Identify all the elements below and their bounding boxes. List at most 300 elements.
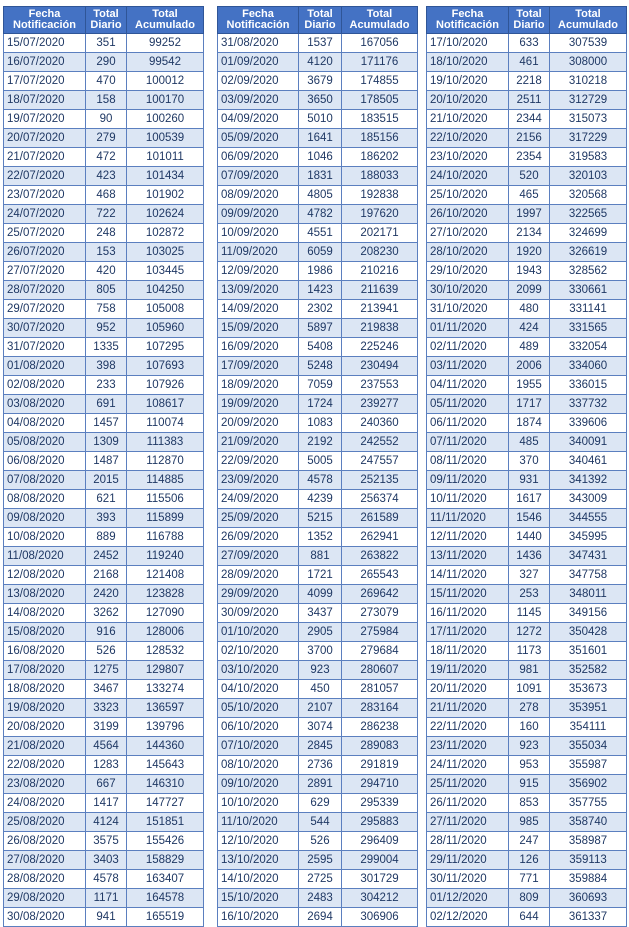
cell-total-acumulado: 356902	[550, 775, 627, 794]
cell-total-diario: 633	[509, 34, 550, 53]
table-row	[218, 300, 418, 319]
cell-fecha: 16/08/2020	[4, 642, 86, 661]
cell-total-diario: 370	[509, 452, 550, 471]
cell-total-acumulado: 110074	[127, 414, 204, 433]
cell-fecha: 18/08/2020	[4, 680, 86, 699]
table-row	[4, 775, 204, 794]
cell-total-acumulado: 107295	[127, 338, 204, 357]
cell-fecha: 14/10/2020	[218, 870, 299, 889]
cell-total-diario: 4124	[86, 813, 127, 832]
table-row	[427, 471, 627, 490]
cell-total-acumulado: 100170	[127, 91, 204, 110]
table-row	[4, 680, 204, 699]
cell-total-acumulado: 347431	[550, 547, 627, 566]
cell-total-diario: 1275	[86, 661, 127, 680]
cell-total-acumulado: 340091	[550, 433, 627, 452]
cell-total-diario: 916	[86, 623, 127, 642]
cell-fecha: 24/08/2020	[4, 794, 86, 813]
cell-fecha: 23/09/2020	[218, 471, 299, 490]
cell-total-acumulado: 144360	[127, 737, 204, 756]
table-row	[4, 129, 204, 148]
table-row	[427, 281, 627, 300]
cell-total-diario: 2511	[509, 91, 550, 110]
cell-total-diario: 1436	[509, 547, 550, 566]
table-row	[4, 34, 204, 53]
cell-fecha: 23/07/2020	[4, 186, 86, 205]
cell-fecha: 20/08/2020	[4, 718, 86, 737]
table-row	[4, 167, 204, 186]
cell-total-acumulado: 136597	[127, 699, 204, 718]
cell-total-acumulado: 358740	[550, 813, 627, 832]
cell-total-diario: 1724	[299, 395, 342, 414]
cell-fecha: 20/09/2020	[218, 414, 299, 433]
cell-total-acumulado: 101902	[127, 186, 204, 205]
cell-fecha: 02/12/2020	[427, 908, 509, 927]
cell-total-diario: 5215	[299, 509, 342, 528]
cell-total-diario: 1831	[299, 167, 342, 186]
table-row	[4, 262, 204, 281]
table-row	[218, 889, 418, 908]
cell-total-acumulado: 111383	[127, 433, 204, 452]
table-row	[4, 433, 204, 452]
cell-total-acumulado: 192838	[342, 186, 418, 205]
cell-total-diario: 691	[86, 395, 127, 414]
table-row	[218, 851, 418, 870]
cell-total-acumulado: 139796	[127, 718, 204, 737]
cell-fecha: 15/11/2020	[427, 585, 509, 604]
cell-total-diario: 2107	[299, 699, 342, 718]
cell-total-diario: 327	[509, 566, 550, 585]
cell-total-acumulado: 283164	[342, 699, 418, 718]
table-row	[427, 680, 627, 699]
cell-total-acumulado: 146310	[127, 775, 204, 794]
cell-total-diario: 6059	[299, 243, 342, 262]
cell-fecha: 14/08/2020	[4, 604, 86, 623]
cell-total-acumulado: 129807	[127, 661, 204, 680]
cell-total-acumulado: 242552	[342, 433, 418, 452]
cell-total-acumulado: 331565	[550, 319, 627, 338]
data-table-1	[3, 6, 204, 927]
cell-total-diario: 1417	[86, 794, 127, 813]
cell-total-acumulado: 349156	[550, 604, 627, 623]
cell-total-diario: 2344	[509, 110, 550, 129]
cell-total-acumulado: 301729	[342, 870, 418, 889]
table-row	[427, 205, 627, 224]
table-row	[218, 129, 418, 148]
cell-total-acumulado: 353673	[550, 680, 627, 699]
table-row	[4, 414, 204, 433]
cell-total-diario: 4564	[86, 737, 127, 756]
cell-total-diario: 90	[86, 110, 127, 129]
cell-total-diario: 644	[509, 908, 550, 927]
table-row	[4, 186, 204, 205]
cell-total-acumulado: 343009	[550, 490, 627, 509]
cell-fecha: 16/11/2020	[427, 604, 509, 623]
table-row	[218, 205, 418, 224]
table-row	[427, 756, 627, 775]
cell-total-diario: 1537	[299, 34, 342, 53]
cell-total-acumulado: 359884	[550, 870, 627, 889]
cell-fecha: 21/08/2020	[4, 737, 86, 756]
table-row	[427, 414, 627, 433]
cell-total-diario: 126	[509, 851, 550, 870]
cell-total-diario: 771	[509, 870, 550, 889]
cell-total-diario: 981	[509, 661, 550, 680]
cell-total-diario: 461	[509, 53, 550, 72]
cell-total-diario: 5897	[299, 319, 342, 338]
table-row	[427, 794, 627, 813]
cell-total-acumulado: 334060	[550, 357, 627, 376]
cell-total-diario: 941	[86, 908, 127, 927]
table-row	[4, 338, 204, 357]
cell-total-diario: 2845	[299, 737, 342, 756]
header-total-diario: Total Diario	[509, 7, 550, 34]
cell-fecha: 24/10/2020	[427, 167, 509, 186]
cell-fecha: 11/09/2020	[218, 243, 299, 262]
cell-total-diario: 1986	[299, 262, 342, 281]
cell-total-diario: 3467	[86, 680, 127, 699]
table-row	[427, 832, 627, 851]
cell-fecha: 31/10/2020	[427, 300, 509, 319]
cell-total-diario: 153	[86, 243, 127, 262]
cell-total-acumulado: 279684	[342, 642, 418, 661]
table-row	[427, 604, 627, 623]
cell-fecha: 18/10/2020	[427, 53, 509, 72]
cell-total-diario: 1173	[509, 642, 550, 661]
cell-fecha: 17/07/2020	[4, 72, 86, 91]
cell-fecha: 27/11/2020	[427, 813, 509, 832]
cell-total-diario: 1717	[509, 395, 550, 414]
cell-total-acumulado: 331141	[550, 300, 627, 319]
cell-total-acumulado: 225246	[342, 338, 418, 357]
cell-total-diario: 2192	[299, 433, 342, 452]
cell-total-diario: 1046	[299, 148, 342, 167]
cell-total-acumulado: 328562	[550, 262, 627, 281]
cell-fecha: 04/08/2020	[4, 414, 86, 433]
cell-total-diario: 544	[299, 813, 342, 832]
table-row	[427, 129, 627, 148]
cell-total-diario: 485	[509, 433, 550, 452]
cell-fecha: 30/07/2020	[4, 319, 86, 338]
cell-fecha: 09/10/2020	[218, 775, 299, 794]
cell-total-diario: 621	[86, 490, 127, 509]
cell-fecha: 24/09/2020	[218, 490, 299, 509]
cell-total-diario: 398	[86, 357, 127, 376]
cell-fecha: 13/09/2020	[218, 281, 299, 300]
cell-total-diario: 233	[86, 376, 127, 395]
table-row	[4, 718, 204, 737]
cell-total-diario: 423	[86, 167, 127, 186]
cell-total-diario: 3403	[86, 851, 127, 870]
table-row	[4, 224, 204, 243]
cell-total-diario: 3074	[299, 718, 342, 737]
cell-total-diario: 290	[86, 53, 127, 72]
table-row	[218, 72, 418, 91]
table-row	[427, 110, 627, 129]
table-row	[218, 737, 418, 756]
cell-total-diario: 4551	[299, 224, 342, 243]
cell-total-diario: 629	[299, 794, 342, 813]
cell-total-diario: 4805	[299, 186, 342, 205]
cell-total-diario: 420	[86, 262, 127, 281]
table-row	[218, 547, 418, 566]
table-row	[218, 34, 418, 53]
header-row	[4, 7, 204, 34]
cell-fecha: 19/11/2020	[427, 661, 509, 680]
cell-total-acumulado: 128532	[127, 642, 204, 661]
table-row	[4, 585, 204, 604]
cell-total-acumulado: 127090	[127, 604, 204, 623]
cell-total-diario: 472	[86, 148, 127, 167]
table-row	[218, 680, 418, 699]
cell-total-acumulado: 345995	[550, 528, 627, 547]
cell-total-diario: 758	[86, 300, 127, 319]
table-row	[427, 699, 627, 718]
cell-fecha: 18/09/2020	[218, 376, 299, 395]
cell-fecha: 27/09/2020	[218, 547, 299, 566]
table-row	[218, 908, 418, 927]
cell-fecha: 14/09/2020	[218, 300, 299, 319]
cell-total-diario: 1091	[509, 680, 550, 699]
cell-total-diario: 1440	[509, 528, 550, 547]
cell-fecha: 05/09/2020	[218, 129, 299, 148]
table-row	[218, 281, 418, 300]
cell-total-diario: 526	[299, 832, 342, 851]
cell-total-acumulado: 151851	[127, 813, 204, 832]
table-row	[427, 661, 627, 680]
cell-total-acumulado: 273079	[342, 604, 418, 623]
header-total-acumulado: Total Acumulado	[127, 7, 204, 34]
cell-total-diario: 2694	[299, 908, 342, 927]
cell-fecha: 15/07/2020	[4, 34, 86, 53]
cell-total-acumulado: 294710	[342, 775, 418, 794]
cell-fecha: 04/10/2020	[218, 680, 299, 699]
table-row	[4, 851, 204, 870]
cell-fecha: 06/11/2020	[427, 414, 509, 433]
table-row	[218, 718, 418, 737]
cell-total-acumulado: 312729	[550, 91, 627, 110]
table-row	[4, 661, 204, 680]
table-row	[427, 775, 627, 794]
table-row	[427, 889, 627, 908]
cell-total-diario: 2218	[509, 72, 550, 91]
cell-fecha: 21/11/2020	[427, 699, 509, 718]
table-row	[4, 566, 204, 585]
cell-fecha: 01/11/2020	[427, 319, 509, 338]
cell-total-acumulado: 269642	[342, 585, 418, 604]
cell-fecha: 09/09/2020	[218, 205, 299, 224]
table-row	[218, 813, 418, 832]
cell-total-diario: 2420	[86, 585, 127, 604]
cell-fecha: 12/10/2020	[218, 832, 299, 851]
cell-total-diario: 2725	[299, 870, 342, 889]
cell-total-diario: 520	[509, 167, 550, 186]
cell-fecha: 20/07/2020	[4, 129, 86, 148]
cell-total-diario: 2483	[299, 889, 342, 908]
cell-total-diario: 4099	[299, 585, 342, 604]
cell-total-acumulado: 348011	[550, 585, 627, 604]
table-row	[427, 53, 627, 72]
table-row	[218, 53, 418, 72]
cell-fecha: 10/11/2020	[427, 490, 509, 509]
cell-total-diario: 985	[509, 813, 550, 832]
cell-fecha: 22/08/2020	[4, 756, 86, 775]
cell-total-acumulado: 340461	[550, 452, 627, 471]
cell-total-acumulado: 299004	[342, 851, 418, 870]
cell-total-acumulado: 230494	[342, 357, 418, 376]
cell-total-acumulado: 280607	[342, 661, 418, 680]
cell-total-acumulado: 237553	[342, 376, 418, 395]
cell-total-acumulado: 275984	[342, 623, 418, 642]
cell-total-acumulado: 158829	[127, 851, 204, 870]
cell-total-acumulado: 308000	[550, 53, 627, 72]
cell-fecha: 16/09/2020	[218, 338, 299, 357]
cell-total-acumulado: 219838	[342, 319, 418, 338]
cell-fecha: 08/08/2020	[4, 490, 86, 509]
table-row	[4, 889, 204, 908]
header-row	[218, 7, 418, 34]
cell-total-acumulado: 123828	[127, 585, 204, 604]
cell-total-diario: 1874	[509, 414, 550, 433]
cell-total-acumulado: 351601	[550, 642, 627, 661]
cell-total-acumulado: 100012	[127, 72, 204, 91]
table-row	[4, 794, 204, 813]
cell-total-diario: 2099	[509, 281, 550, 300]
cell-total-acumulado: 107926	[127, 376, 204, 395]
cell-total-diario: 247	[509, 832, 550, 851]
cell-total-acumulado: 101011	[127, 148, 204, 167]
cell-fecha: 04/11/2020	[427, 376, 509, 395]
cell-total-acumulado: 295883	[342, 813, 418, 832]
cell-total-diario: 3575	[86, 832, 127, 851]
cell-total-diario: 4578	[299, 471, 342, 490]
cell-fecha: 02/08/2020	[4, 376, 86, 395]
table-row	[218, 452, 418, 471]
data-table-2	[217, 6, 418, 927]
cell-total-diario: 2891	[299, 775, 342, 794]
cell-total-diario: 809	[509, 889, 550, 908]
cell-total-acumulado: 100260	[127, 110, 204, 129]
cell-total-acumulado: 358987	[550, 832, 627, 851]
table-row	[4, 376, 204, 395]
cell-total-diario: 2354	[509, 148, 550, 167]
table-row	[218, 566, 418, 585]
table-row	[218, 585, 418, 604]
cell-fecha: 07/10/2020	[218, 737, 299, 756]
cell-fecha: 25/09/2020	[218, 509, 299, 528]
cell-total-diario: 4239	[299, 490, 342, 509]
cell-total-acumulado: 163407	[127, 870, 204, 889]
cell-fecha: 01/10/2020	[218, 623, 299, 642]
table-row	[4, 452, 204, 471]
cell-total-acumulado: 114885	[127, 471, 204, 490]
cell-total-acumulado: 265543	[342, 566, 418, 585]
table-row	[427, 433, 627, 452]
cell-fecha: 16/07/2020	[4, 53, 86, 72]
cell-total-acumulado: 102624	[127, 205, 204, 224]
cell-total-diario: 1423	[299, 281, 342, 300]
cell-fecha: 12/11/2020	[427, 528, 509, 547]
cell-fecha: 02/10/2020	[218, 642, 299, 661]
cell-fecha: 17/11/2020	[427, 623, 509, 642]
table-row	[218, 471, 418, 490]
header-fecha: Fecha Notificación	[218, 7, 299, 34]
cell-fecha: 03/09/2020	[218, 91, 299, 110]
cell-fecha: 28/08/2020	[4, 870, 86, 889]
cell-total-diario: 3679	[299, 72, 342, 91]
table-row	[4, 300, 204, 319]
cell-total-diario: 1457	[86, 414, 127, 433]
cell-fecha: 24/07/2020	[4, 205, 86, 224]
cell-total-acumulado: 240360	[342, 414, 418, 433]
cell-total-diario: 1335	[86, 338, 127, 357]
cell-total-diario: 722	[86, 205, 127, 224]
table-row	[218, 699, 418, 718]
cell-total-diario: 1145	[509, 604, 550, 623]
table-row	[218, 243, 418, 262]
table-row	[218, 623, 418, 642]
cell-fecha: 19/07/2020	[4, 110, 86, 129]
cell-total-diario: 2905	[299, 623, 342, 642]
cell-fecha: 02/11/2020	[427, 338, 509, 357]
cell-fecha: 15/09/2020	[218, 319, 299, 338]
cell-total-acumulado: 330661	[550, 281, 627, 300]
table-row	[218, 91, 418, 110]
table-row	[4, 148, 204, 167]
cell-fecha: 05/11/2020	[427, 395, 509, 414]
cell-fecha: 22/09/2020	[218, 452, 299, 471]
table-row	[218, 642, 418, 661]
cell-total-diario: 3199	[86, 718, 127, 737]
table-row	[4, 756, 204, 775]
cell-total-diario: 953	[509, 756, 550, 775]
cell-total-diario: 7059	[299, 376, 342, 395]
table-row	[427, 908, 627, 927]
cell-total-acumulado: 262941	[342, 528, 418, 547]
cell-total-diario: 5010	[299, 110, 342, 129]
header-total-diario: Total Diario	[299, 7, 342, 34]
cell-fecha: 05/10/2020	[218, 699, 299, 718]
cell-total-diario: 915	[509, 775, 550, 794]
cell-total-acumulado: 155426	[127, 832, 204, 851]
table-row	[427, 167, 627, 186]
table-row	[218, 775, 418, 794]
cell-total-diario: 2156	[509, 129, 550, 148]
cell-fecha: 27/08/2020	[4, 851, 86, 870]
cell-total-diario: 468	[86, 186, 127, 205]
cell-fecha: 19/08/2020	[4, 699, 86, 718]
cell-fecha: 30/08/2020	[4, 908, 86, 927]
cell-fecha: 18/07/2020	[4, 91, 86, 110]
table-row	[4, 604, 204, 623]
cell-fecha: 22/07/2020	[4, 167, 86, 186]
cell-total-acumulado: 353951	[550, 699, 627, 718]
cell-total-acumulado: 147727	[127, 794, 204, 813]
cell-total-diario: 1352	[299, 528, 342, 547]
cell-fecha: 27/10/2020	[427, 224, 509, 243]
cell-total-diario: 489	[509, 338, 550, 357]
cell-fecha: 30/10/2020	[427, 281, 509, 300]
table-row	[4, 53, 204, 72]
cell-fecha: 30/09/2020	[218, 604, 299, 623]
cell-fecha: 26/11/2020	[427, 794, 509, 813]
cell-total-diario: 5408	[299, 338, 342, 357]
cell-total-acumulado: 355034	[550, 737, 627, 756]
table-row	[427, 262, 627, 281]
cell-total-acumulado: 355987	[550, 756, 627, 775]
cell-fecha: 05/08/2020	[4, 433, 86, 452]
cell-total-acumulado: 350428	[550, 623, 627, 642]
